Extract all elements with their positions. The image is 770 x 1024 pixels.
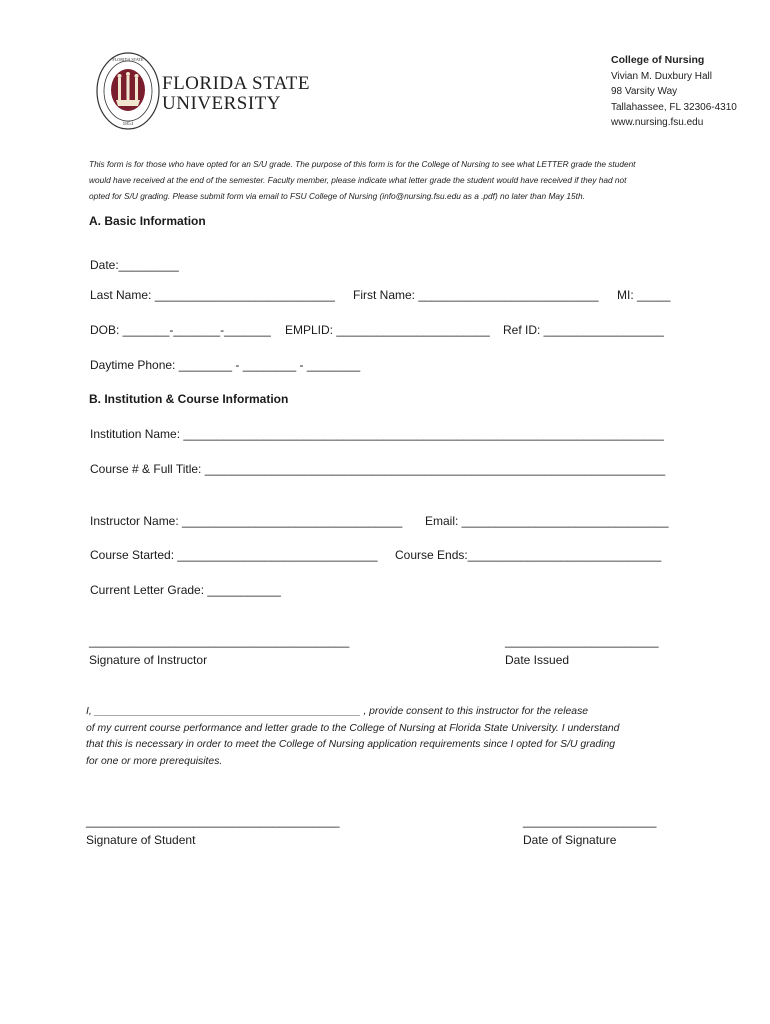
instructions-line: This form is for those who have opted for an S/U grade. The purpose of this form is for the College of Nursing to see what LETTER grade the student	[89, 159, 636, 169]
consent-line: for one or more prerequisites.	[86, 755, 223, 767]
address-building: Vivian M. Duxbury Hall	[611, 70, 712, 82]
university-name-line1: FLORIDA STATE	[162, 73, 311, 94]
address-street: 98 Varsity Way	[611, 86, 678, 97]
emplid-field[interactable]: EMPLID: _______________________	[285, 323, 490, 337]
instructor-signature-label: Signature of Instructor	[89, 653, 208, 667]
institution-name-field[interactable]: Institution Name: ________________________________________________________________________	[90, 427, 664, 441]
section-a-title: A. Basic Information	[89, 214, 206, 228]
consent-line: of my current course performance and letter grade to the College of Nursing at Florida State University. I understand	[86, 722, 620, 734]
last-name-field[interactable]: Last Name: ___________________________	[90, 288, 335, 302]
instructions-line: opted for S/U grading. Please submit form via email to FSU College of Nursing (info@nursing.fsu.edu as a .pdf) no later than May 15th.	[89, 190, 585, 201]
first-name-field[interactable]: First Name: ___________________________	[353, 288, 599, 302]
course-title-field[interactable]: Course # & Full Title: _____________________________________________________________________	[90, 462, 666, 476]
form-instructions	[89, 157, 689, 204]
date-field[interactable]: Date:_________	[90, 258, 179, 272]
date-of-signature-label: Date of Signature	[523, 833, 617, 847]
student-consent-statement	[86, 704, 619, 770]
university-name-line2: UNIVERSITY	[162, 93, 281, 114]
date-issued-line[interactable]: _______________________	[505, 634, 659, 648]
ref-id-field[interactable]: Ref ID: __________________	[503, 323, 664, 337]
date-issued-label: Date Issued	[505, 653, 570, 667]
instructor-signature-line[interactable]: _______________________________________	[89, 634, 350, 648]
course-started-field[interactable]: Course Started: ______________________________	[90, 548, 378, 562]
student-signature-label: Signature of Student	[86, 833, 196, 847]
mi-field[interactable]: MI: _____	[617, 288, 671, 302]
course-ends-field[interactable]: Course Ends:_____________________________	[395, 548, 662, 562]
consent-line: that this is necessary in order to meet the College of Nursing application requirements since I opted for S/U grading	[86, 739, 616, 751]
address-city: Tallahassee, FL 32306-4310	[611, 101, 737, 113]
daytime-phone-field[interactable]: Daytime Phone: ________ - ________ - ________	[90, 358, 361, 372]
svg-text:1851: 1851	[122, 121, 134, 127]
email-field[interactable]: Email: _______________________________	[425, 514, 669, 528]
college-address-block	[611, 53, 737, 131]
current-letter-grade-field[interactable]: Current Letter Grade: ___________	[90, 583, 281, 597]
svg-text:FLORIDA STATE: FLORIDA STATE	[112, 57, 144, 62]
instructions-line: would have received at the end of the semester. Faculty member, please indicate what letter grade the student would have received if they had not	[89, 174, 627, 185]
date-of-signature-line[interactable]: ____________________	[523, 814, 657, 828]
fsu-seal-logo	[96, 52, 160, 130]
instructor-name-field[interactable]: Instructor Name: _________________________________	[90, 514, 403, 528]
address-website: www.nursing.fsu.edu	[611, 117, 704, 128]
university-wordmark	[162, 74, 310, 114]
dob-field[interactable]: DOB: _______-_______-_______	[90, 323, 271, 337]
consent-line[interactable]: I, ______________________________________________ , provide consent to this instructor for the release	[86, 706, 589, 717]
student-signature-line[interactable]: ______________________________________	[86, 814, 340, 828]
college-name: College of Nursing	[611, 54, 705, 66]
section-b-title: B. Institution & Course Information	[89, 392, 289, 406]
